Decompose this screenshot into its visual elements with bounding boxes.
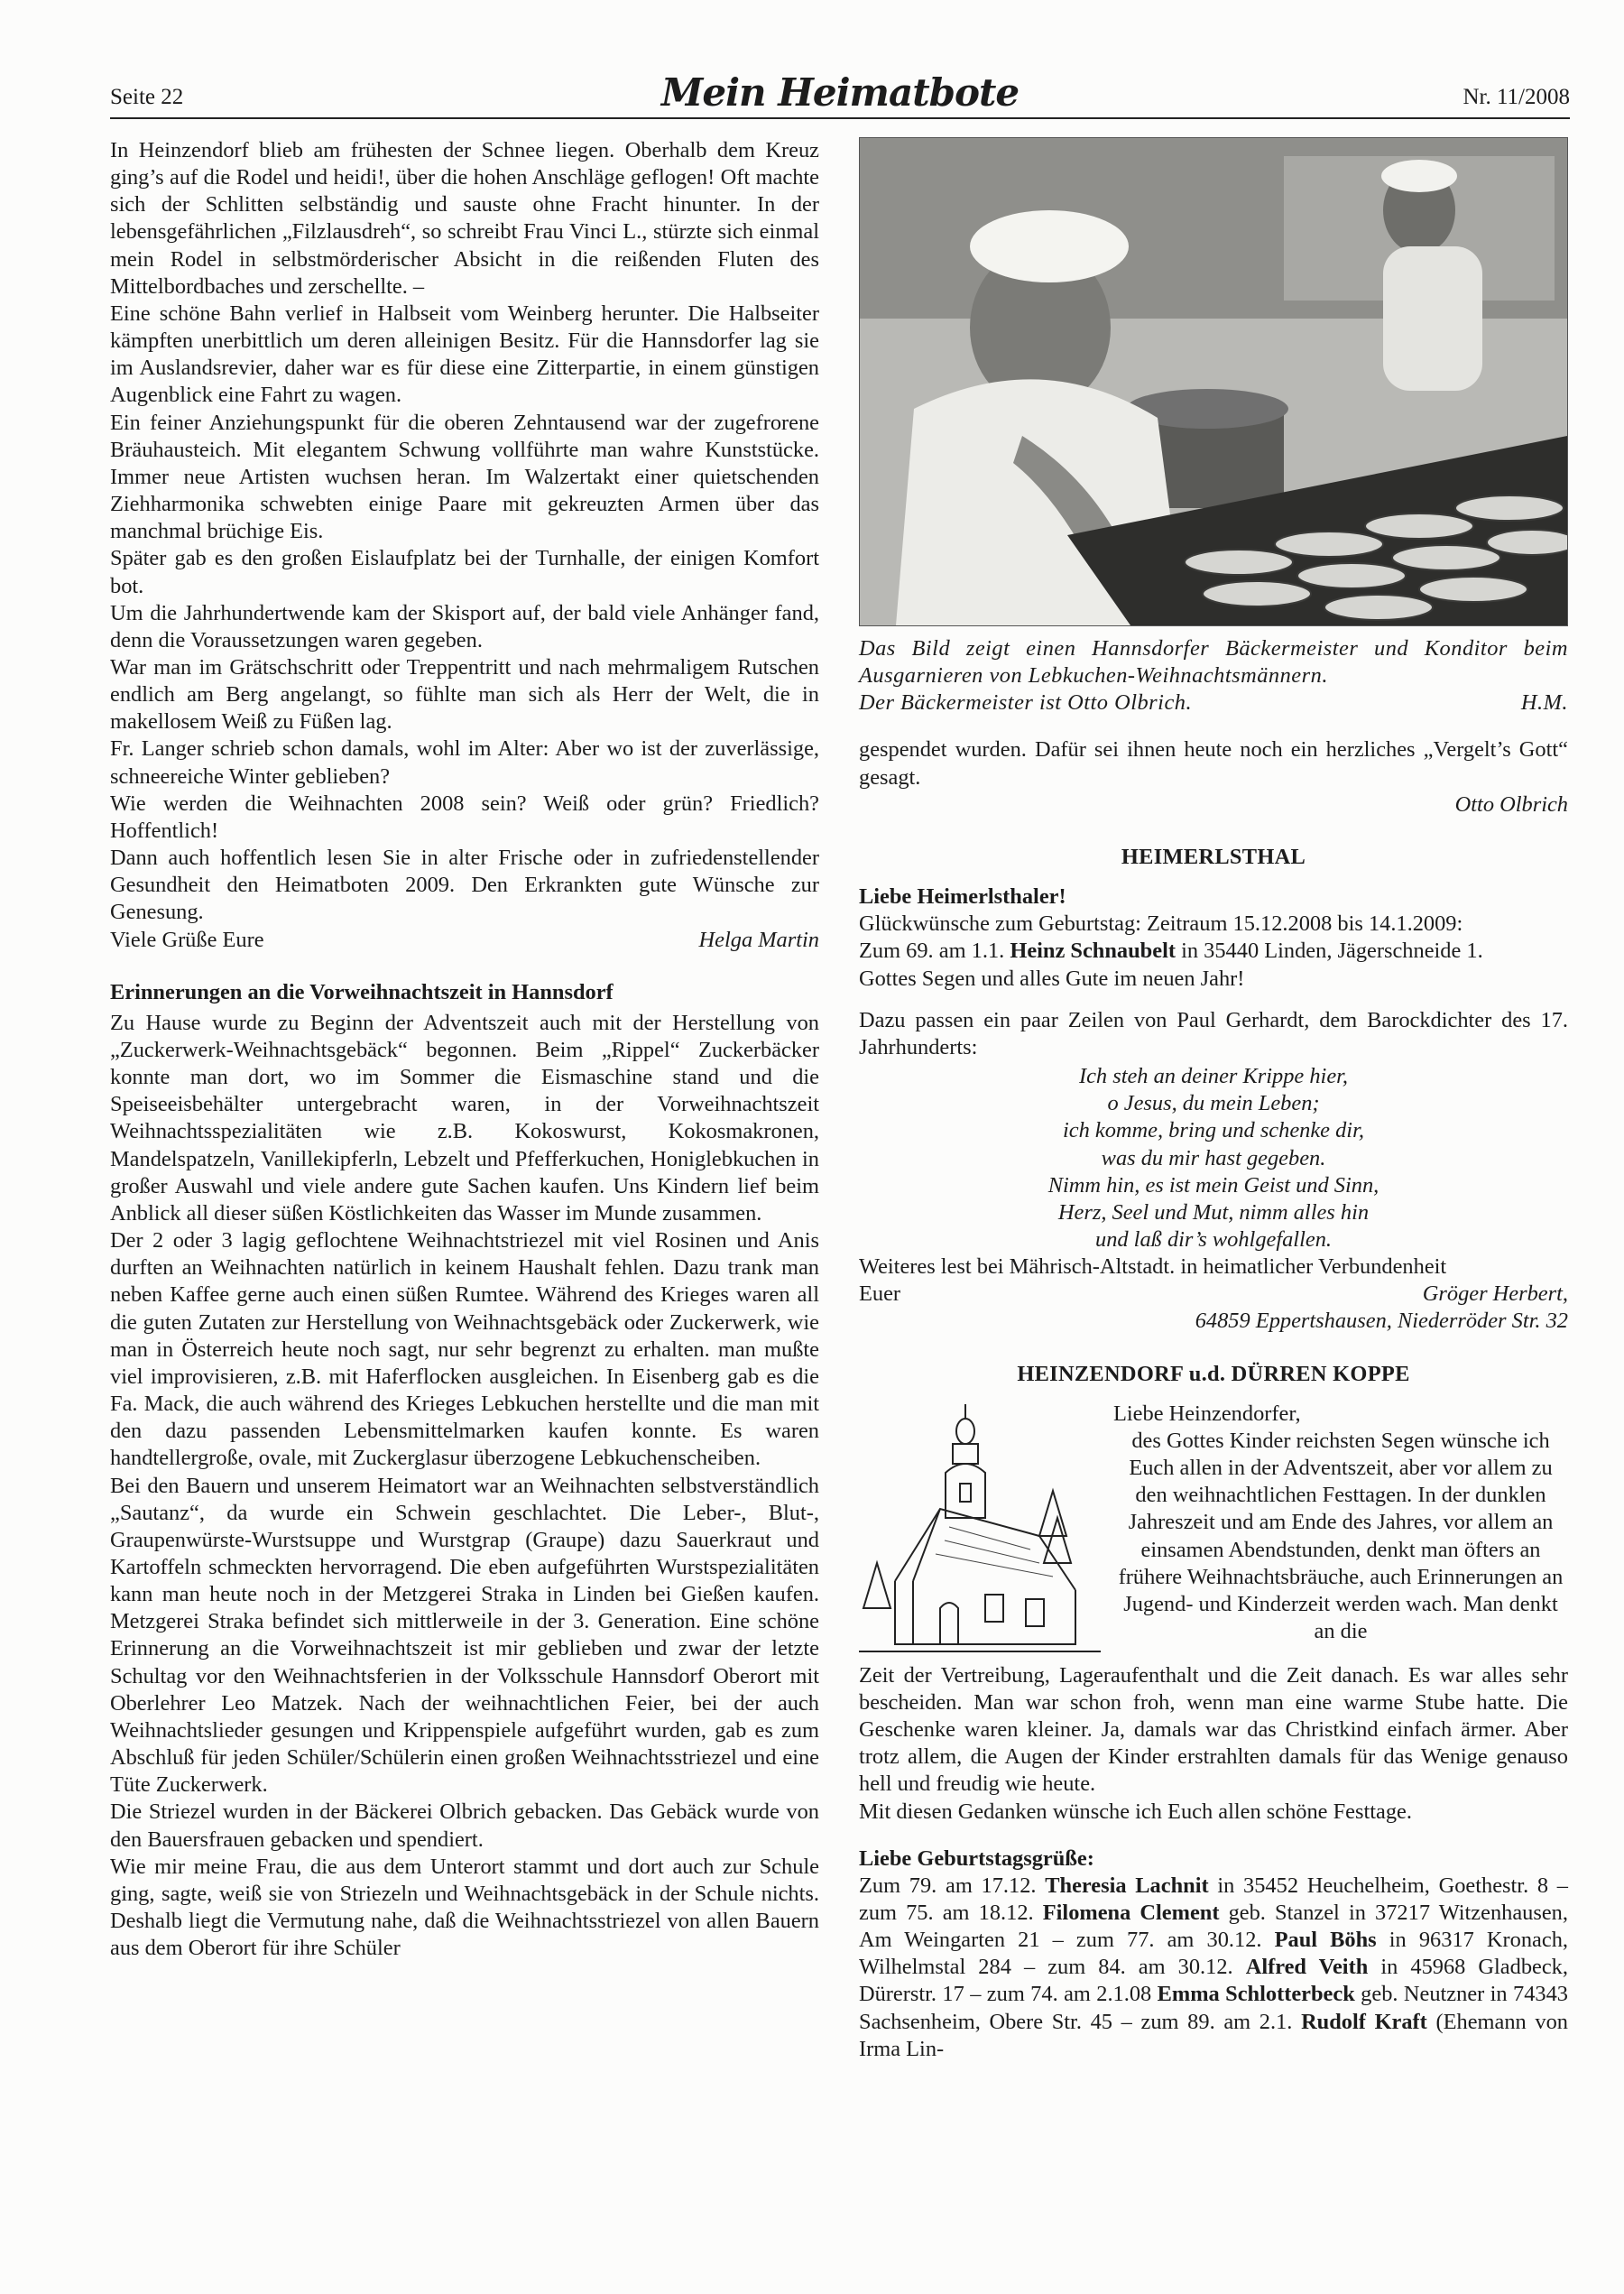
poem-line: was du mir hast gegeben. [1101,1145,1326,1170]
paragraph: Später gab es den großen Eislaufplatz bei der Turnhalle, der einigen Komfort bot. [110,546,819,598]
photo-caption-last [859,689,1568,717]
entry-text: in 45968 Gladbeck, Dürerstr. 17 – zum 74. am 2.1.08 [859,1955,1568,2007]
paragraph: Bei den Bauern und unserem Heimatort war an Weihnachten selbstverständlich „Sautanz“, da wurde ein Schwein geschlachtet. Die Leber-, Blut-, Graupenwürste-Wurstsuppe und Wurstgrap (Graupe) dazu Sauerkraut und Kartoffeln schmeckten hervorragend. Die eben aufgeführten Wurstspezialitäten kann man heute noch in der Metzgerei Straka in Linden bei Gießen kaufen. Metzgerei Straka befindet sich mittlerweile in der 3. Generation. Eine schöne Erinnerung an die Vorweihnachtszeit ist mir geblieben und zwar der letzte Schultag vor den Weihnachtsferien in der Volksschule Hannsdorf Oberort mit Oberlehrer Leo Matzek. Nach der weihnachtlichen Feier, bei der auch Weihnachtslieder gesungen und Krippenspiele aufgeführt wurden, gab es zum Abschluß für jeden Schüler/Schülerin einen großen Weihnachtsstriezel und eine Tüte Zuckerwerk. [110,1473,819,1798]
caption-line: Der Bäckermeister ist Otto Olbrich. [859,690,1193,716]
closing: Euer [859,1281,901,1307]
church-drawing [859,1401,1101,1662]
poem-line: ich komme, bring und schenke dir, [1063,1118,1364,1143]
entry-name: Emma Schlotterbeck [1157,1982,1355,2007]
author-address: 64859 Eppertshausen, Niederröder Str. 32 [1195,1309,1568,1334]
paragraph: Dann auch hoffentlich lesen Sie in alter Frische oder in zufriedenstellender Gesundheit den Heimatboten 2009. Den Erkrankten gute Wünsche zur Genesung. [110,846,819,925]
poem [859,1063,1568,1253]
issue-number: Nr. 11/2008 [1463,85,1570,109]
birthday-entry [859,938,1568,965]
signature-line [110,927,819,954]
right-column [859,137,1568,2240]
paragraph: Weiteres lest bei Mährisch-Altstadt. in heimatlicher Verbundenheit [859,1254,1447,1280]
paragraph: gespendet wurden. Dafür sei ihnen heute noch ein herzliches „Vergelt’s Gott“ gesagt. [859,737,1568,790]
church-illustration [859,1401,1101,1662]
author: Helga Martin [698,927,819,952]
entry-text: geb. Neutzner in 74343 Sachsenheim, Obere Str. 45 – zum 89. am 2.1. [859,1982,1569,2034]
signature-line [859,791,1568,819]
paragraph: Ein feiner Anziehungspunkt für die oberen Zehntausend war der zugefrorene Bräuhausteich. Mit elegantem Schwung vollführte man wahre Kunststücke. Immer neue Artisten wuchsen heran. Im Walzertakt einer quietschenden Ziehharmonika schwebten einige Paare mit gekreuzten Armen über das manchmal brüchige Eis. [110,410,819,544]
paragraph: Dazu passen ein paar Zeilen von Paul Gerhardt, dem Barockdichter des 17. Jahrhunderts: [859,1007,1568,1059]
entry-text: geb. Stanzel in 37217 Witzenhausen, Am Weingarten 21 – zum 77. am 30.12. [859,1901,1568,1953]
signature-line [859,1281,1568,1308]
entry-name: Alfred Veith [1245,1955,1369,1980]
spacer [859,993,1568,1007]
greetings-heading: Liebe Geburtstagsgrüße: [859,1845,1094,1871]
masthead-logo: Mein Heimatbote [660,70,1020,115]
paragraph: des Gottes Kinder reichsten Segen wünsche ich Euch allen in der Adventszeit, aber vor allem zu den weihnachtlichen Festtagen. In der dunklen Jahreszeit und am Ende des Jahres, vor allem an einsamen Abendstunden, denkt man öfters an frühere Weihnachtsbräuche, auch Erinnerungen an Jugend- und Kinderzeit werden wach. Man denkt an die [1118,1428,1564,1643]
paragraph: Die Striezel wurden in der Bäckerei Olbrich gebacken. Das Gebäck wurde von den Bauersfrauen gebacken und spendiert. [110,1799,819,1852]
bakery-photo-image [860,138,1567,625]
author: Gröger Herbert, [1422,1281,1568,1307]
entry-name: Theresia Lachnit [1045,1873,1209,1898]
page-header [110,72,1570,126]
paragraph: Wie werden die Weihnachten 2008 sein? Weiß oder grün? Friedlich? Hoffentlich! [110,791,819,843]
church-side-text [1113,1401,1568,1662]
paragraph: Der 2 oder 3 lagig geflochtene Weihnachtstriezel mit viel Rosinen und Anis durften an Weihnachten natürlich in keinem Haushalt fehlen. Dazu trank man neben Kaffee gerne auch einen süßen Rumtee. Während des Krieges waren all die guten Zutaten zur Herstellung von Weihnachtsgebäck oder Zuckerwerk, wie man in Österreich heute noch sagt, nur sehr begrenzt zu erhalten. man mußte viel improvisieren, z.B. mit Haferflocken ausgleichen. In Eisenberg gab es die Fa. Mack, die auch während des Krieges Lebkuchen herstellte und die man mit den dazu passenden Lebensmittelmarken kaufen konnte. Es waren handtellergroße, ovale, mit Zuckerglasur überzogene Lebkuchenscheiben. [110,1228,819,1471]
entry-text: Zum 79. am 17.12. [859,1873,1037,1898]
poem-line: und laß dir’s wohlgefallen. [1095,1226,1332,1252]
entry-name: Rudolf Kraft [1301,2009,1427,2034]
bakery-photo [859,137,1568,626]
poem-line: Herz, Seel und Mut, nimm alles hin [1057,1199,1370,1225]
section-heading-heimerlsthal: HEIMERLSTHAL [1121,844,1306,869]
spacer [859,1826,1568,1840]
greeting: Liebe Heinzendorfer, [1113,1401,1301,1426]
poem-line: Ich steh an deiner Krippe hier, [1078,1064,1349,1089]
entry-text: (Ehemann von Irma Lin- [859,2009,1568,2061]
birthday-list [859,1873,1568,2063]
entry-name: Paul Böhs [1274,1928,1377,1953]
entry-name: Filomena Clement [1042,1901,1220,1925]
paragraph: Eine schöne Bahn verlief in Halbseit vom Weinberg herunter. Die Halbseiter kämpften unerbittlich um deren alleinigen Besitz. Für die Hannsdorfer lag sie im Auslandsrevier, daher war es für diese eine Zitterpartie, in einem günstigen Augenblick eine Fahrt zu wagen. [110,301,819,408]
poem-line: Nimm hin, es ist mein Geist und Sinn, [1047,1172,1379,1198]
entry-text: in 96317 Kronach, Wilhelmstal 284 – zum 84. am 30.12. [859,1928,1568,1980]
paragraph: Zeit der Vertreibung, Lageraufenthalt und die Zeit danach. Es war alles sehr bescheiden. Man war schon froh, wenn man eine warme Stube hatte. Die Geschenke waren kleiner. Ja, damals war das Christkind einfach ärmer. Aber trotz allem, die Augen der Kinder erstrahlten damals für das Wenige genauso hell und freudig wie heute. [859,1662,1568,1797]
paragraph: Wie mir meine Frau, die aus dem Unterort stammt und dort auch zur Schule ging, sagte, weiß sie von Striezeln und Weihnachtsgebäck in der Schule nichts. Deshalb liegt die Vermutung nahe, daß die Weihnachtsstriezel von allen Bauern aus dem Oberort für ihre Schüler [110,1854,819,1961]
paragraph: Fr. Langer schrieb schon damals, wohl im Alter: Aber wo ist der zuverlässige, schneereiche Winter geblieben? [110,736,819,789]
paragraph: Um die Jahrhundertwende kam der Skisport auf, der bald viele Anhänger fand, denn die Voraussetzungen waren gegeben. [110,600,819,652]
page-number: Seite 22 [110,85,184,109]
left-column [110,137,819,2240]
spacer [859,717,1568,736]
paragraph: Mit diesen Gedanken wünsche ich Euch allen schöne Festtage. [859,1799,1412,1824]
heinzendorf-intro [859,1401,1568,1662]
section-heading-heinzendorf: HEINZENDORF u.d. DÜRREN KOPPE [1017,1361,1410,1386]
entry-name: Heinz Schnaubelt [1010,939,1176,964]
paragraph: War man im Grätschschritt oder Treppentritt und nach mehrmaligem Rutschen endlich am Berg angelangt, so fühlte man sich als Herr der Welt, die in makellosem Weiß zu Füßen lag. [110,654,819,735]
closing: Viele Grüße Eure [110,927,264,952]
paragraph: In Heinzendorf blieb am frühesten der Schnee liegen. Oberhalb dem Kreuz ging’s auf die Rodel und heidi!, über die hohen Anschläge geflogen! Oft machte sich der Schlitten selbständig und sauste ohne Fracht hinunter. In der lebensgefährlichen „Filzlausdreh“, so schreibt Frau Vinci L., stürzte sich einmal mein Rodel in selbstmörderischer Absicht in die reißenden Fluten des Mittelbordbaches und zerschellte. – [110,138,819,299]
poem-line: o Jesus, du mein Leben; [1107,1091,1320,1116]
paragraph: Zu Hause wurde zu Beginn der Adventszeit auch mit der Herstellung von „Zuckerwerk-Weihnachtsgebäck“ begonnen. Beim „Rippel“ Zuckerbäcker konnte man dort, wo im Sommer die Eismaschine stand und die Speiseeisbehälter untergebracht waren, in der Vorweihnachtszeit Weihnachtsspezialitäten wie z.B. Kokoswurst, Kokosmakronen, Mandelspatzeln, Vanillekipferln, Lebzelt und Pfefferkuchen, Honiglebkuchen in großer Auswahl und viele andere gute Sachen kaufen. Uns Kindern lief beim Anblick all dieser süßen Köstlichkeiten das Wasser im Munde zusammen. [110,1010,819,1226]
paragraph: Gottes Segen und alles Gute im neuen Jahr! [859,966,1245,991]
header-rule [110,117,1570,119]
article-title: Erinnerungen an die Vorweihnachtszeit in Hannsdorf [110,979,614,1004]
photo-caption: Das Bild zeigt einen Hannsdorfer Bäckermeister und Konditor beim Ausgarnieren von Lebkuchen-Weihnachtsmännern. [859,636,1568,689]
entry-text: in 35440 Linden, Jägerschneide 1. [1181,939,1483,964]
paragraph: Glückwünsche zum Geburtstag: Zeitraum 15.12.2008 bis 14.1.2009: [859,911,1463,937]
entry-text: Zum 69. am 1.1. [859,939,1005,964]
caption-initials: H.M. [1520,690,1568,716]
author: Otto Olbrich [1454,791,1568,817]
entry-text: in 35452 Heuchelheim, Goethestr. 8 – zum 75. am 18.12. [859,1873,1568,1925]
greeting: Liebe Heimerlsthaler! [859,884,1066,910]
